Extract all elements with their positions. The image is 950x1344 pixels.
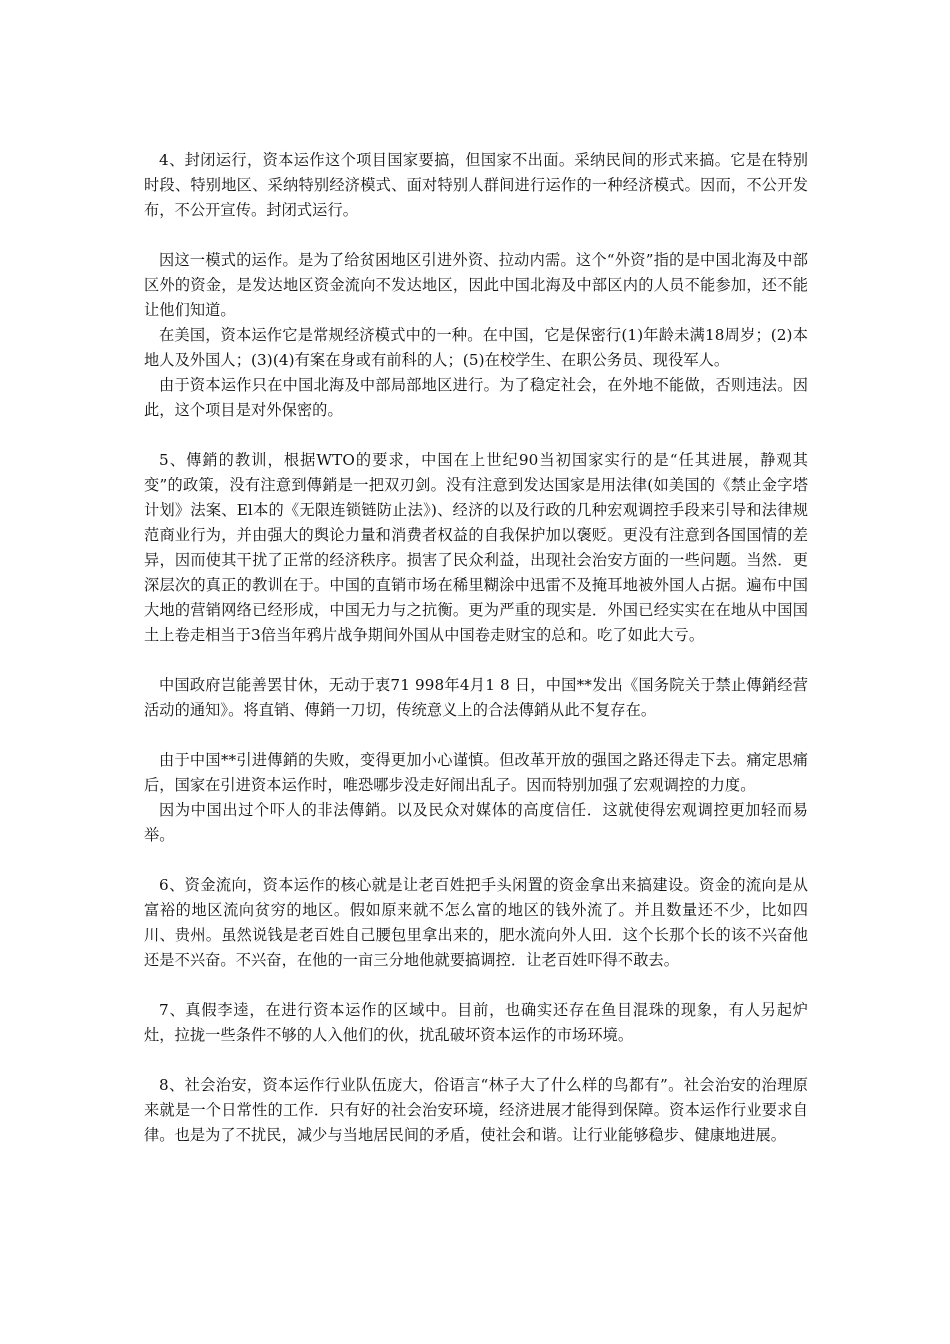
paragraph-confidentiality: 由于资本运作只在中国北海及中部局部地区进行。为了稳定社会，在外地不能做，否则违法。因此，这个项目是对外保密的。 — [144, 376, 808, 419]
paragraph-6-capital-flow: 6、资金流向，资本运作的核心就是让老百姓把手头闲置的资金拿出来搞建设。资金的流向是从富裕的地区流向贫穷的地区。假如原来就不怎么富的地区的钱外流了。并且数量还不少，比如四川、贵州。虽然说钱是老百姓自己腰包里拿出来的，肥水流向外人田．这个长那个长的该不兴奋他还是不兴奋。不兴奋，在他的一亩三分地他就要搞调控．让老百姓吓得不敢去。 — [144, 876, 808, 969]
paragraph-gap — [144, 223, 808, 248]
paragraph-gap — [144, 723, 808, 748]
paragraph-usa-comparison: 在美国，资本运作它是常规经济模式中的一种。在中国，它是保密行(1)年龄未满18周岁；(2)本地人及外国人；(3)(4)有案在身或有前科的人；(5)在校学生、在职公务员、现役军人。 — [144, 326, 808, 369]
paragraph-8-public-order: 8、社会治安，资本运作行业队伍庞大，俗语言“林子大了什么样的鸟都有”。社会治安的治理原来就是一个日常性的工作．只有好的社会治安环境，经济进展才能得到保障。资本运作行业要求自律。也是为了不扰民，减少与当地居民间的矛盾，使社会和谐。让行业能够稳步、健康地进展。 — [144, 1076, 808, 1144]
paragraph-model-purpose: 因这一模式的运作。是为了给贫困地区引进外资、拉动内需。这个“外资”指的是中国北海及中部区外的资金，是发达地区资金流向不发达地区，因此中国北海及中部区内的人员不能参加，还不能让他们知道。 — [144, 251, 808, 319]
paragraph-macro-control: 由于中国**引进傳銷的失败，变得更加小心谨慎。但改革开放的强国之路还得走下去。痛定思痛后，国家在引进资本运作时，唯恐哪步没走好闹出乱子。因而特别加强了宏观调控的力度。 — [144, 751, 808, 794]
paragraph-government-ban: 中国政府岂能善罢甘休，无动于衷71 998年4月1 8 日，中国**发出《国务院关于禁止傳銷经营活动的通知》。将直销、傳銷一刀切，传统意义上的合法傳銷从此不复存在。 — [144, 676, 808, 719]
paragraph-gap — [144, 973, 808, 998]
paragraph-gap — [144, 848, 808, 873]
paragraph-4-closed-operation: 4、封闭运行，资本运作这个项目国家要搞，但国家不出面。采纳民间的形式来搞。它是在特别时段、特别地区、采纳特别经济模式、面对特别人群间进行运作的一种经济模式。因而，不公开发布，不公开宣传。封闭式运行。 — [144, 151, 808, 219]
paragraph-gap — [144, 423, 808, 448]
paragraph-gap — [144, 1048, 808, 1073]
paragraph-media-trust: 因为中国出过个吓人的非法傳銷。以及民众对媒体的高度信任．这就使得宏观调控更加轻而易举。 — [144, 801, 808, 844]
paragraph-gap — [144, 648, 808, 673]
paragraph-7-fake-operators: 7、真假李逵，在进行资本运作的区域中。目前，也确实还存在鱼目混珠的现象，有人另起炉灶，拉拢一些条件不够的人入他们的伙，扰乱破坏资本运作的市场环境。 — [144, 1001, 808, 1044]
paragraph-5-lessons: 5、傳銷的教训，根据WTO的要求，中国在上世纪90当初国家实行的是“任其进展，静观其变”的政策，没有注意到傳銷是一把双刃剑。没有注意到发达国家是用法律(如美国的《禁止金字塔计划》法案、El本的《无限连锁链防止法》)、经济的以及行政的几种宏观调控手段来引导和法律规范商业行为，并由强大的舆论力量和消费者权益的自我保护加以褒贬。更没有注意到各国国情的差异，因而使其干扰了正常的经济秩序。损害了民众利益，出现社会治安方面的一些问题。当然．更深层次的真正的教训在于。中国的直销市场在稀里糊涂中迅雷不及掩耳地被外国人占据。遍布中国大地的营销网络已经形成，中国无力与之抗衡。更为严重的现实是．外国已经实实在在地从中国国土上卷走相当于3倍当年鸦片战争期间外国从中国卷走财宝的总和。吃了如此大亏。 — [144, 451, 808, 644]
document-page — [144, 148, 808, 1148]
